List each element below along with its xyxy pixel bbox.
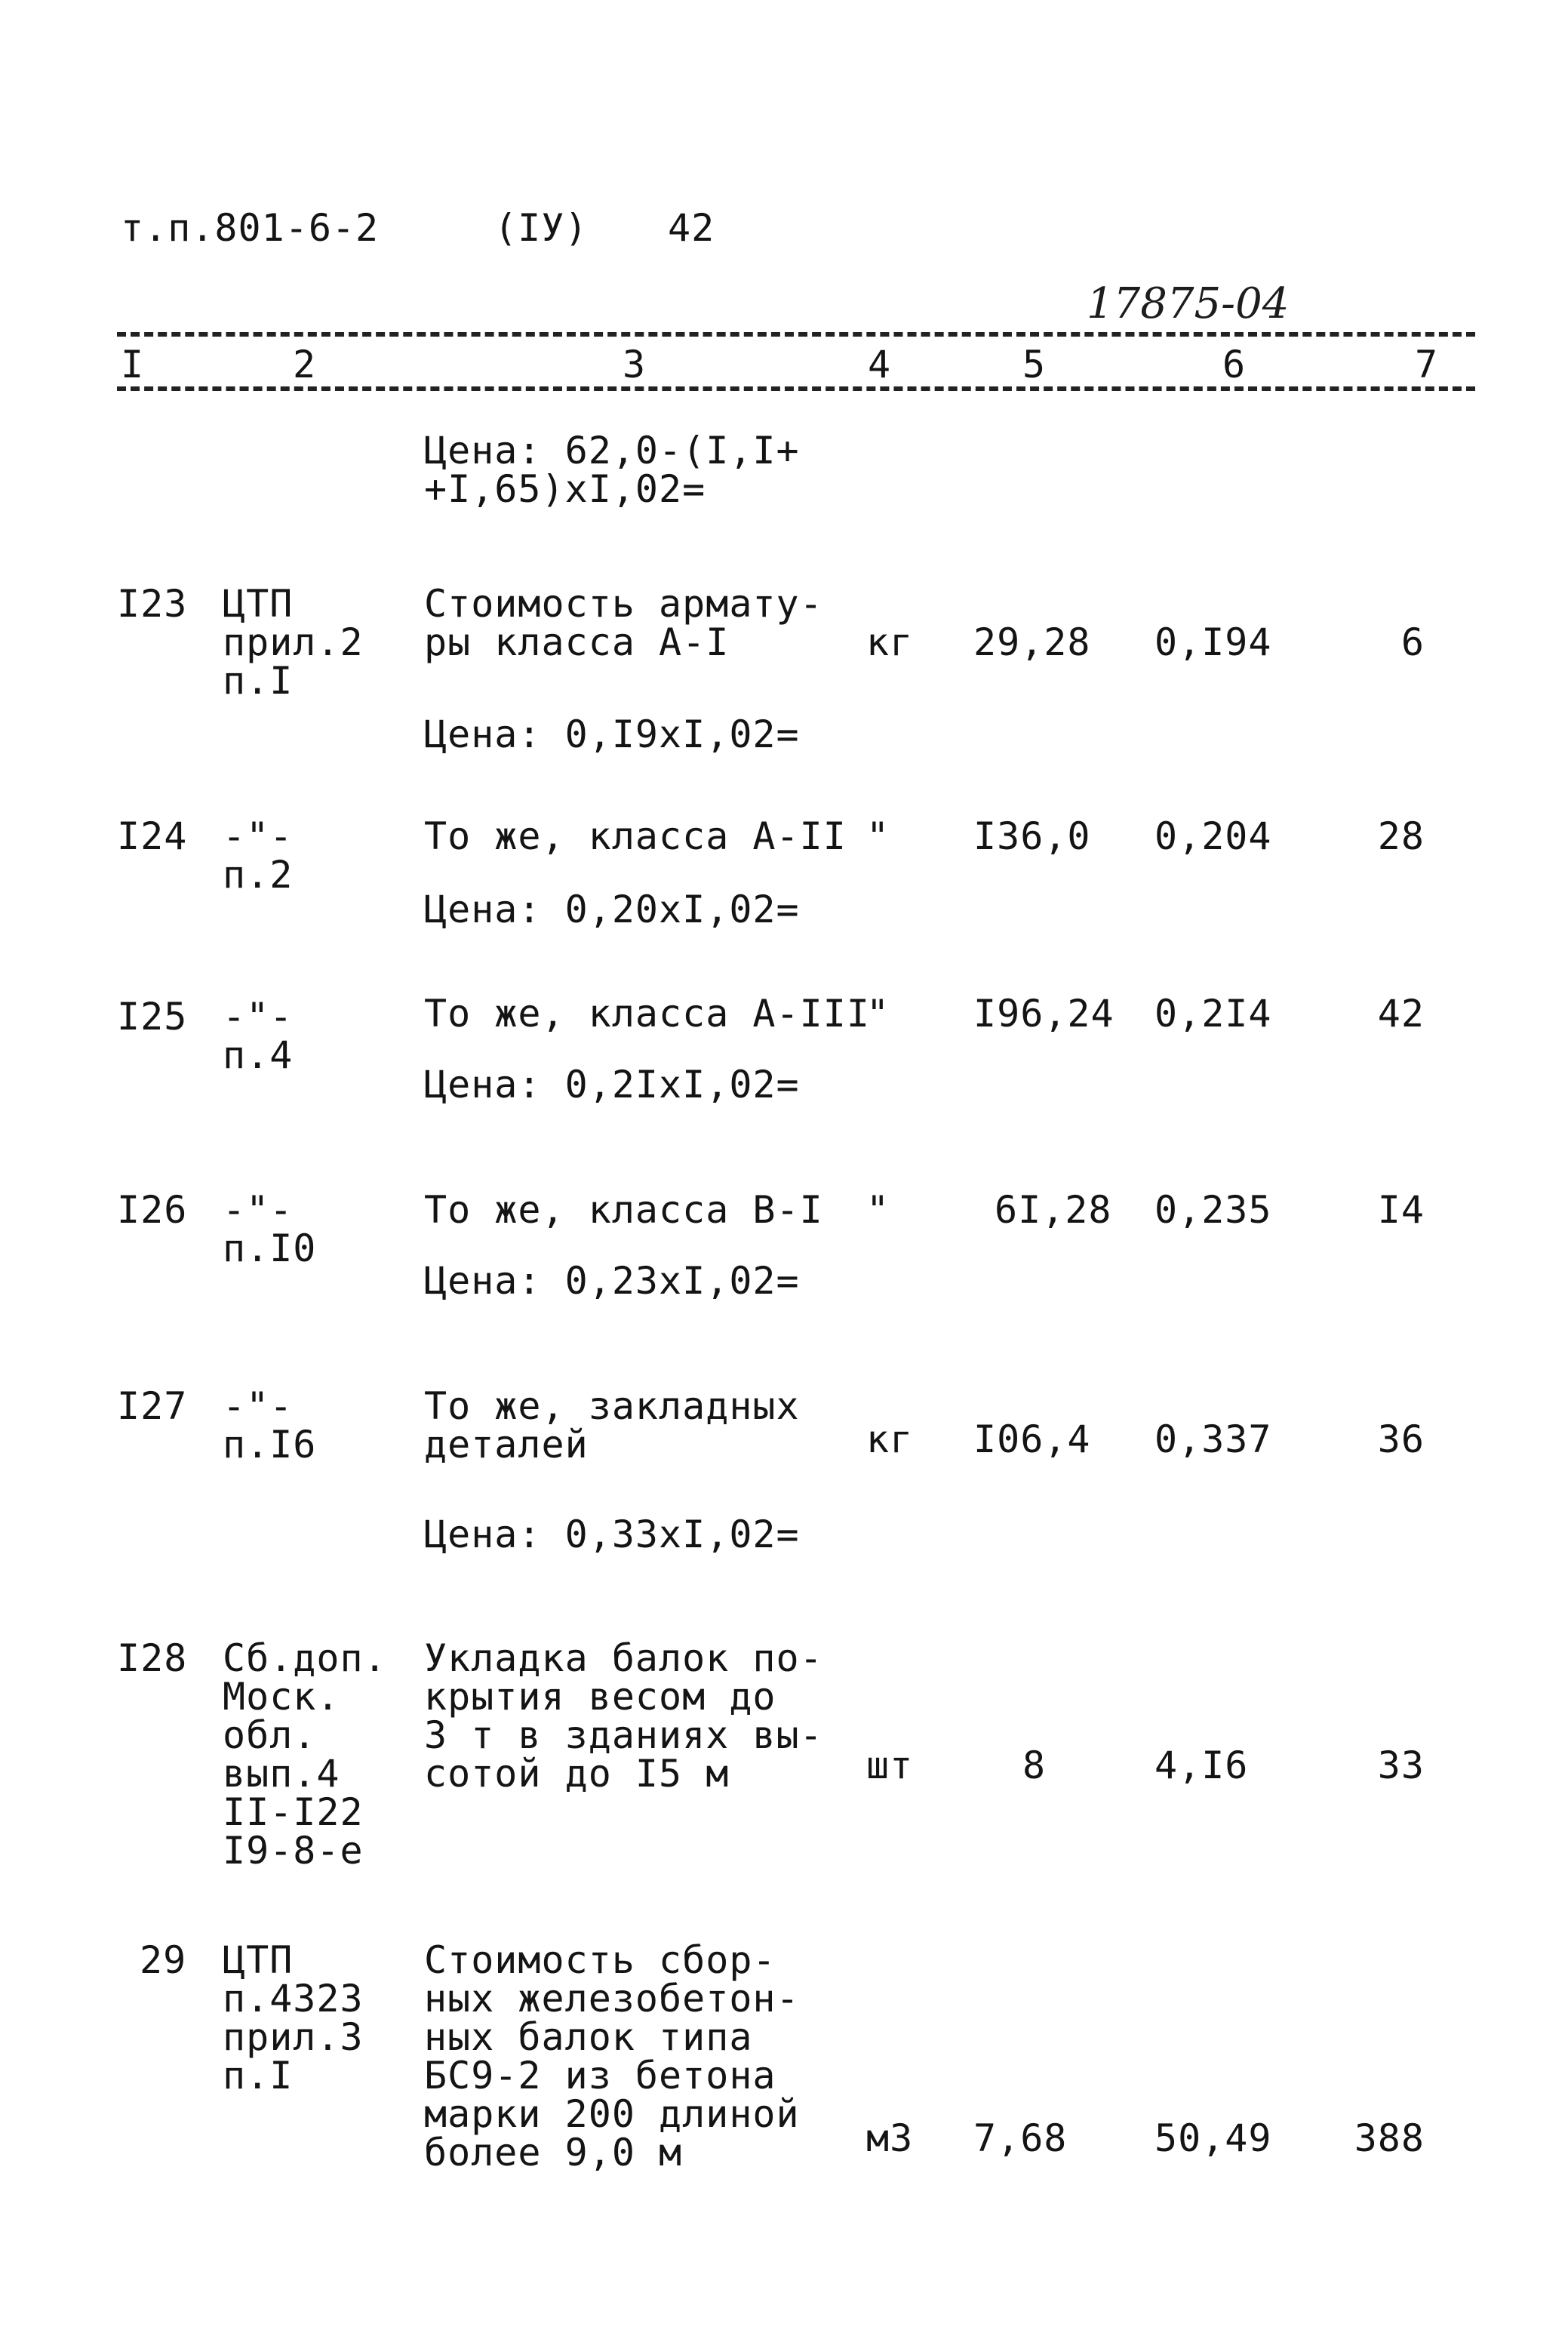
row-basis: ЦТП п.4323 прил.3 п.I: [223, 1938, 364, 2097]
row-unit-price: 0,337: [1154, 1417, 1272, 1461]
row-quantity: 7,68: [973, 2116, 1068, 2160]
column-header-1: I: [121, 343, 145, 386]
column-header-3: 3: [623, 343, 647, 386]
document-code: т.п.801-6-2: [121, 206, 380, 250]
handwritten-reference: 17875-04: [1087, 279, 1290, 328]
volume-number: (IУ): [494, 206, 589, 250]
row-quantity: 29,28: [973, 620, 1091, 664]
header-top-rule: [117, 332, 1475, 337]
row-total: 42: [1377, 992, 1425, 1036]
row-number: I26: [117, 1188, 188, 1232]
row-basis: Сб.доп. Моск. обл. вып.4 II-I22 I9-8-е: [223, 1636, 387, 1873]
row-total: 6: [1400, 620, 1425, 664]
row-description: То же, класса А-III: [424, 992, 870, 1036]
row-unit: ": [866, 814, 890, 858]
row-unit: шт: [866, 1744, 914, 1787]
row-unit-price: 0,I94: [1154, 620, 1272, 664]
row-total: 28: [1377, 814, 1425, 858]
row-unit: кг: [866, 620, 914, 664]
row-quantity: I36,0: [973, 814, 1091, 858]
row-basis: -"- п.4: [223, 995, 294, 1077]
row-price-note: Цена: 0,I9хI,02=: [424, 712, 800, 756]
row-total: 36: [1377, 1417, 1425, 1461]
row-basis: -"- п.2: [223, 814, 294, 897]
row-quantity: I96,24: [973, 992, 1115, 1036]
row-price-note: Цена: 0,23хI,02=: [424, 1259, 800, 1303]
row-unit: ": [866, 1188, 890, 1232]
row-number: I27: [117, 1384, 188, 1428]
row-basis: ЦТП прил.2 п.I: [223, 582, 364, 703]
row-number: I24: [117, 814, 188, 858]
row-description: То же, класса В-I: [424, 1188, 823, 1232]
row-quantity: I06,4: [973, 1417, 1091, 1461]
row-description: Укладка балок по- крытия весом до 3 т в зданиях вы- сотой до I5 м: [424, 1636, 823, 1796]
column-header-6: 6: [1222, 343, 1247, 386]
row-total: 33: [1377, 1744, 1425, 1787]
column-header-5: 5: [1022, 343, 1047, 386]
row-unit-price: 0,2I4: [1154, 992, 1272, 1036]
row-unit-price: 50,49: [1154, 2116, 1272, 2160]
row-description: Стоимость сбор- ных железобетон- ных балок типа БС9-2 из бетона марки 200 длиной более 9,0 м: [424, 1938, 800, 2174]
row-unit-price: 0,204: [1154, 814, 1272, 858]
page-number: 42: [668, 206, 715, 250]
row-description: Стоимость армату- ры класса А-I: [424, 582, 823, 664]
row-price-note: Цена: 0,20хI,02=: [424, 888, 800, 931]
column-header-2: 2: [293, 343, 317, 386]
row-unit: м3: [866, 2116, 914, 2160]
row-basis: -"- п.I6: [223, 1384, 317, 1467]
row-number: I28: [117, 1636, 188, 1680]
row-basis: -"- п.I0: [223, 1188, 317, 1270]
row-description: То же, класса А-II: [424, 814, 847, 858]
row-unit: кг: [866, 1417, 914, 1461]
row-number: I23: [117, 582, 188, 626]
column-header-7: 7: [1415, 343, 1439, 386]
row-number: I25: [117, 995, 188, 1039]
row-total: 388: [1354, 2116, 1425, 2160]
row-price-note: Цена: 0,33хI,02=: [424, 1513, 800, 1556]
row-number: 29: [140, 1938, 187, 1982]
row-unit: ": [866, 992, 890, 1036]
carryover-price-note: Цена: 62,0-(I,I+ +I,65)хI,02=: [424, 429, 800, 511]
row-total: I4: [1377, 1188, 1425, 1232]
row-quantity: 6I,28: [995, 1188, 1112, 1232]
row-unit-price: 0,235: [1154, 1188, 1272, 1232]
row-description: То же, закладных деталей: [424, 1384, 800, 1467]
header-bottom-rule: [117, 386, 1475, 391]
column-header-4: 4: [868, 343, 892, 386]
row-quantity: 8: [1022, 1744, 1047, 1787]
row-price-note: Цена: 0,2IхI,02=: [424, 1063, 800, 1106]
row-unit-price: 4,I6: [1154, 1744, 1249, 1787]
